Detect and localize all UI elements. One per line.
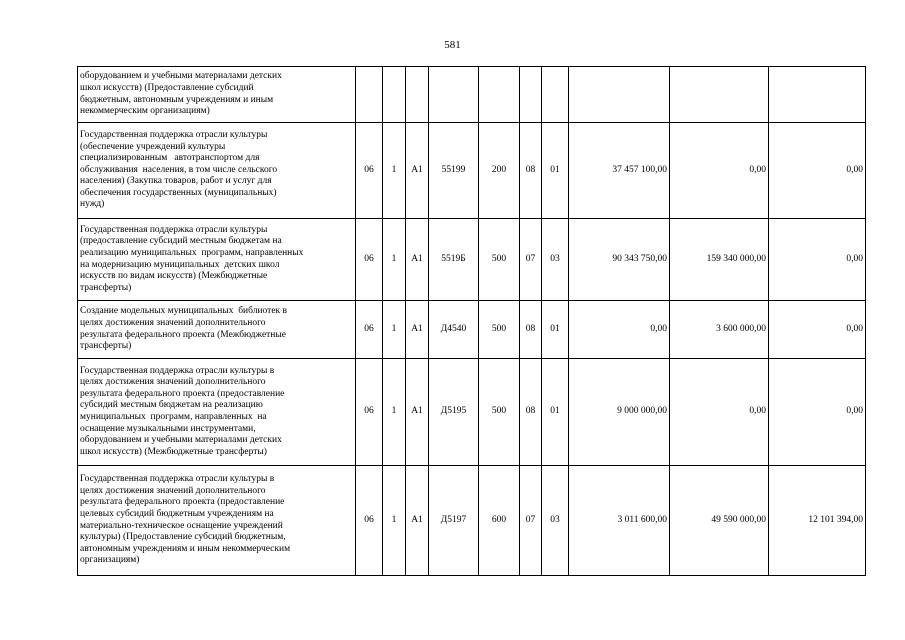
budget-table	[77, 66, 866, 576]
project-code-cell: А1	[406, 301, 429, 359]
amount-cell-2	[670, 67, 769, 123]
description-line: материально-техническое оснащение учреждений	[80, 520, 283, 531]
row-description	[78, 123, 356, 219]
description-line: трансферты)	[80, 282, 132, 293]
description-line: бюджетным, автономным учреждениям и иным	[80, 94, 274, 105]
amount-cell-3	[769, 67, 866, 123]
amount-cell-3: 0,00	[769, 359, 866, 466]
description-line: муниципальных программ, направленных на	[80, 412, 267, 422]
description-line: искусств по видам искусств) (Межбюджетные	[80, 271, 268, 282]
description-line: обеспечения государственных (муниципальных)	[80, 187, 277, 198]
direction-code-cell: Д4540	[429, 301, 479, 359]
table-row	[78, 466, 866, 576]
description-line: Государственная поддержка отрасли культуры	[80, 224, 268, 235]
row-description	[78, 219, 356, 301]
subsection-code-cell: 01	[542, 359, 569, 466]
description-line: обслуживания населения, в том числе сельского	[80, 164, 278, 175]
description-line: результата федерального проекта (предоставление	[80, 388, 285, 399]
program-code-cell: 06	[356, 301, 383, 359]
subsection-code-cell: 03	[542, 466, 569, 576]
description-line: Государственная поддержка отрасли культуры в	[80, 474, 275, 485]
amount-cell-1	[569, 67, 670, 123]
section-code-cell: 08	[520, 359, 542, 466]
expense-type-cell: 500	[479, 359, 520, 466]
amount-cell-3: 12 101 394,00	[769, 466, 866, 576]
amount-cell-2: 0,00	[670, 123, 769, 219]
section-code-cell: 07	[520, 466, 542, 576]
subsection-code-cell: 03	[542, 219, 569, 301]
subsection-code-cell	[542, 67, 569, 123]
amount-cell-1: 9 000 000,00	[569, 359, 670, 466]
description-line: целях достижения значений дополнительного	[80, 317, 266, 328]
description-line: оборудованием и учебными материалами детских	[80, 71, 282, 82]
subprogram-code-cell: 1	[383, 301, 406, 359]
table-row	[78, 359, 866, 466]
description-line: оборудованием и учебными материалами детских	[80, 435, 282, 446]
section-code-cell	[520, 67, 542, 123]
table-row	[78, 123, 866, 219]
project-code-cell	[406, 67, 429, 123]
expense-type-cell: 600	[479, 466, 520, 576]
description-line: населения) (Закупка товаров, работ и услуг для	[80, 176, 272, 187]
expense-type-cell	[479, 67, 520, 123]
description-line: Государственная поддержка отрасли культуры	[80, 129, 268, 140]
table-row	[78, 219, 866, 301]
row-description	[78, 67, 356, 123]
amount-cell-1: 37 457 100,00	[569, 123, 670, 219]
description-line: культуры) (Предоставление субсидий бюджетным,	[80, 532, 286, 543]
section-code-cell: 07	[520, 219, 542, 301]
description-line: целях достижения значений дополнительного	[80, 377, 266, 388]
row-description	[78, 359, 356, 466]
subprogram-code-cell	[383, 67, 406, 123]
description-line: нужд)	[80, 199, 105, 210]
subsection-code-cell: 01	[542, 123, 569, 219]
expense-type-cell: 200	[479, 123, 520, 219]
description-line: реализацию муниципальных программ, направленных	[80, 247, 304, 258]
description-line: результата федерального проекта (Межбюджетные	[80, 329, 286, 340]
description-line: результата федерального проекта (предоставление	[80, 497, 285, 508]
section-code-cell: 08	[520, 123, 542, 219]
amount-cell-1: 3 011 600,00	[569, 466, 670, 576]
amount-cell-2: 0,00	[670, 359, 769, 466]
program-code-cell	[356, 67, 383, 123]
project-code-cell: А1	[406, 466, 429, 576]
description-line: оснащение музыкальными инструментами,	[80, 423, 256, 434]
subprogram-code-cell: 1	[383, 219, 406, 301]
project-code-cell: А1	[406, 219, 429, 301]
project-code-cell: А1	[406, 359, 429, 466]
expense-type-cell: 500	[479, 219, 520, 301]
amount-cell-3: 0,00	[769, 123, 866, 219]
description-line: Создание модельных муниципальных библиотек в	[80, 306, 288, 317]
description-line: субсидий местным бюджетам на реализацию	[80, 400, 263, 411]
direction-code-cell: Д5195	[429, 359, 479, 466]
program-code-cell: 06	[356, 466, 383, 576]
amount-cell-3: 0,00	[769, 219, 866, 301]
direction-code-cell	[429, 67, 479, 123]
description-line: (обеспечение учреждений культуры	[80, 141, 226, 152]
description-line: некоммерческим организациям)	[80, 106, 210, 117]
description-line: целях достижения значений дополнительного	[80, 485, 266, 496]
table-row	[78, 67, 866, 123]
description-line: школ искусств) (Предоставление субсидий	[80, 82, 254, 93]
subprogram-code-cell: 1	[383, 359, 406, 466]
description-line: автономным учреждениям и иным некоммерческим	[80, 543, 291, 554]
direction-code-cell: 5519Б	[429, 219, 479, 301]
amount-cell-2: 3 600 000,00	[670, 301, 769, 359]
description-line: целевых субсидий бюджетным учреждениям на	[80, 508, 274, 519]
amount-cell-1: 0,00	[569, 301, 670, 359]
subprogram-code-cell: 1	[383, 466, 406, 576]
table-body	[78, 67, 866, 576]
program-code-cell: 06	[356, 219, 383, 301]
description-line: на модернизацию муниципальных детских школ	[80, 259, 280, 270]
description-line: специализированным автотранспортом для	[80, 153, 260, 164]
table-row	[78, 301, 866, 359]
amount-cell-2: 49 590 000,00	[670, 466, 769, 576]
description-line: (предоставление субсидий местным бюджетам на	[80, 236, 282, 247]
amount-cell-3: 0,00	[769, 301, 866, 359]
description-line: Государственная поддержка отрасли культуры в	[80, 365, 275, 376]
program-code-cell: 06	[356, 123, 383, 219]
description-line: организациям)	[80, 555, 140, 566]
program-code-cell: 06	[356, 359, 383, 466]
description-line: трансферты)	[80, 341, 132, 352]
direction-code-cell: Д5197	[429, 466, 479, 576]
subprogram-code-cell: 1	[383, 123, 406, 219]
subsection-code-cell: 01	[542, 301, 569, 359]
amount-cell-2: 159 340 000,00	[670, 219, 769, 301]
row-description	[78, 466, 356, 576]
page-number: 581	[444, 39, 461, 51]
section-code-cell: 08	[520, 301, 542, 359]
expense-type-cell: 500	[479, 301, 520, 359]
direction-code-cell: 55199	[429, 123, 479, 219]
row-description	[78, 301, 356, 359]
description-line: школ искусств) (Межбюджетные трансферты)	[80, 446, 267, 457]
amount-cell-1: 90 343 750,00	[569, 219, 670, 301]
project-code-cell: А1	[406, 123, 429, 219]
